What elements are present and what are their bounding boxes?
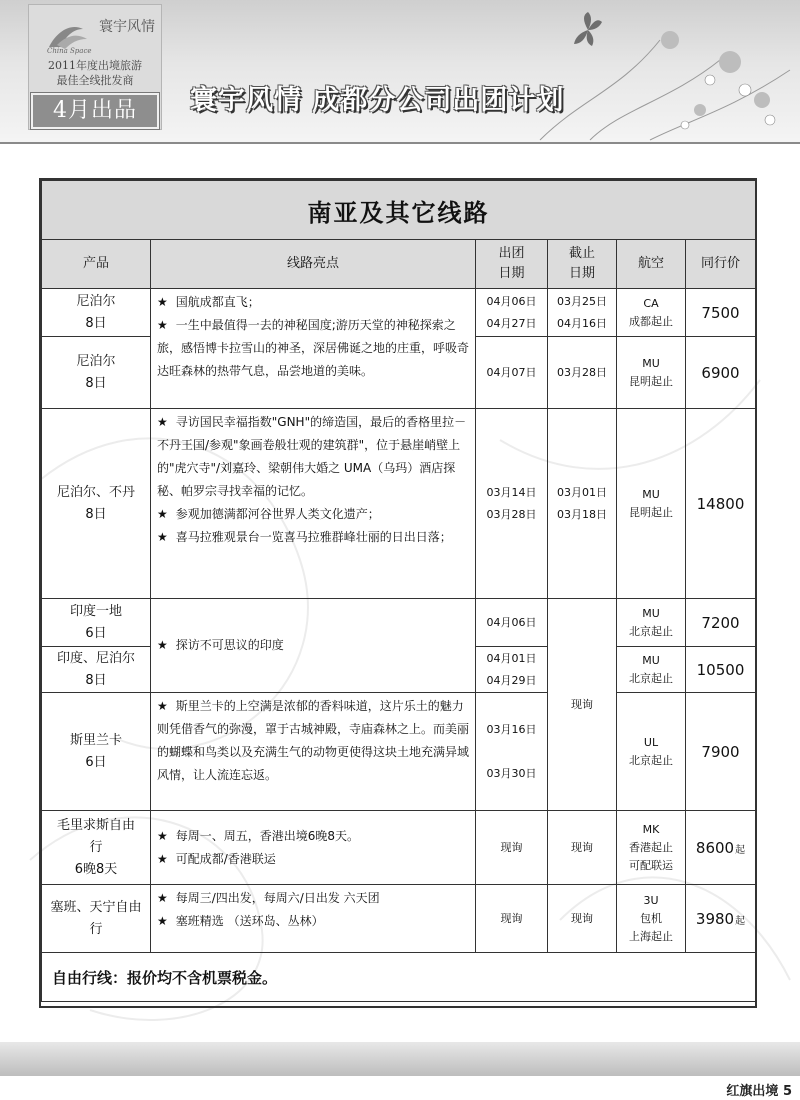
col-header-highlights: 线路亮点: [151, 240, 476, 289]
table-row: [42, 289, 756, 337]
highlights-cell: ★ 寻访国民幸福指数"GNH"的缔造国，最后的香格里拉－不丹王国/参观"象画卷般壮观的建筑群"，位于悬崖峭壁上的"虎穴寺"/刘嘉玲、梁朝伟大婚之 UMA（乌玛）酒店探秘、帕罗宗寻找幸福的记忆。 ★ 参观加德满都河谷世界人类文化遗产； ★ 喜马拉雅观景台一览喜马拉雅群峰壮丽的日出日落；: [151, 409, 476, 599]
airline-cell: CA 成都起止: [617, 289, 686, 337]
table-header-row: [42, 240, 756, 289]
cutoff-date-cell: 03月28日: [548, 337, 617, 409]
depart-date-cell: 03月16日 03月30日: [476, 693, 548, 811]
brand-logo-text: 寰宇风情: [99, 19, 155, 35]
col-header-depart-date: 出团 日期: [476, 240, 548, 289]
table-row: [42, 409, 756, 599]
price-cell: 7200: [686, 599, 756, 647]
depart-date-cell: 04月07日: [476, 337, 548, 409]
brand-subtitle-2: 最佳全线批发商: [56, 74, 134, 87]
price-cell: 6900: [686, 337, 756, 409]
product-cell: 斯里兰卡 6日: [42, 693, 151, 811]
col-header-airline: 航空: [617, 240, 686, 289]
airline-cell: MK 香港起止 可配联运: [617, 811, 686, 885]
col-header-product: 产品: [42, 240, 151, 289]
table-row: [42, 811, 756, 885]
product-cell: 毛里求斯自由 行 6晚8天: [42, 811, 151, 885]
depart-date-cell: 03月14日 03月28日: [476, 409, 548, 599]
highlights-cell: ★ 国航成都直飞； ★ 一生中最值得一去的神秘国度;游历天堂的神秘探索之旅，感悟博卡拉雪山的神圣，深居佛诞之地的庄重，呼吸奇达旺森林的热带气息，品尝地道的美味。: [151, 289, 476, 409]
brand-logo-icon: [43, 11, 155, 55]
highlights-cell: ★ 探访不可思议的印度: [151, 599, 476, 693]
depart-date-cell: 现询: [476, 885, 548, 953]
col-header-price: 同行价: [686, 240, 756, 289]
table-title: 南亚及其它线路: [42, 181, 756, 240]
airline-cell: UL 北京起止: [617, 693, 686, 811]
cutoff-date-cell: 03月01日 03月18日: [548, 409, 617, 599]
highlights-cell: ★ 斯里兰卡的上空满是浓郁的香料味道，这片乐土的魅力则凭借香气的弥漫，罩于古城神殿，寺庙森林之上。而美丽的蝴蝶和鸟类以及充满生气的动物更使得这块土地充满异域风情，让人流连忘返。: [151, 693, 476, 811]
cutoff-date-cell: 03月25日 04月16日: [548, 289, 617, 337]
footer-note: 自由行线：报价均不含机票税金。: [42, 953, 756, 1002]
price-cell: 10500: [686, 647, 756, 693]
product-cell: 尼泊尔 8日: [42, 337, 151, 409]
table-footer-row: [42, 953, 756, 1002]
cutoff-date-cell: 现询: [548, 599, 617, 811]
tour-table-frame: [39, 178, 757, 1008]
page-footer: 红旗出境 5: [726, 1084, 792, 1099]
product-cell: 塞班、天宁自由 行: [42, 885, 151, 953]
product-cell: 尼泊尔、不丹 8日: [42, 409, 151, 599]
highlights-cell: ★ 每周一、周五，香港出境6晚8天。 ★ 可配成都/香港联运: [151, 811, 476, 885]
airline-cell: MU 昆明起止: [617, 409, 686, 599]
highlights-cell: ★ 每周三/四出发，每周六/日出发 六天团 ★ 塞班精选 （送环岛、丛林）: [151, 885, 476, 953]
brand-box: [28, 4, 162, 130]
product-cell: 印度、尼泊尔 8日: [42, 647, 151, 693]
price-cell: 7500: [686, 289, 756, 337]
price-cell: 8600起: [686, 811, 756, 885]
table-row: [42, 599, 756, 647]
product-cell: 尼泊尔 8日: [42, 289, 151, 337]
airline-cell: 3U 包机 上海起止: [617, 885, 686, 953]
table-row: [42, 885, 756, 953]
depart-date-cell: 现询: [476, 811, 548, 885]
airline-cell: MU 北京起止: [617, 599, 686, 647]
brand-logo-latin: China Space: [47, 47, 92, 55]
depart-date-cell: 04月06日 04月27日: [476, 289, 548, 337]
cutoff-date-cell: 现询: [548, 811, 617, 885]
tour-table: [41, 180, 756, 1002]
header-banner: [0, 0, 800, 144]
month-badge: 4月出品: [31, 93, 159, 129]
floral-decoration-icon: [500, 0, 800, 142]
price-cell: 14800: [686, 409, 756, 599]
airline-cell: MU 昆明起止: [617, 337, 686, 409]
airline-cell: MU 北京起止: [617, 647, 686, 693]
brand-subtitle-1: 2011年度出境旅游: [48, 59, 142, 72]
page-title: 寰宇风情 成都分公司出团计划: [190, 85, 565, 116]
cutoff-date-cell: 现询: [548, 885, 617, 953]
depart-date-cell: 04月06日: [476, 599, 548, 647]
product-cell: 印度一地 6日: [42, 599, 151, 647]
price-cell: 3980起: [686, 885, 756, 953]
bottom-decor-strip: [0, 1042, 800, 1076]
table-row: [42, 693, 756, 811]
col-header-cutoff-date: 截止 日期: [548, 240, 617, 289]
depart-date-cell: 04月01日 04月29日: [476, 647, 548, 693]
price-cell: 7900: [686, 693, 756, 811]
